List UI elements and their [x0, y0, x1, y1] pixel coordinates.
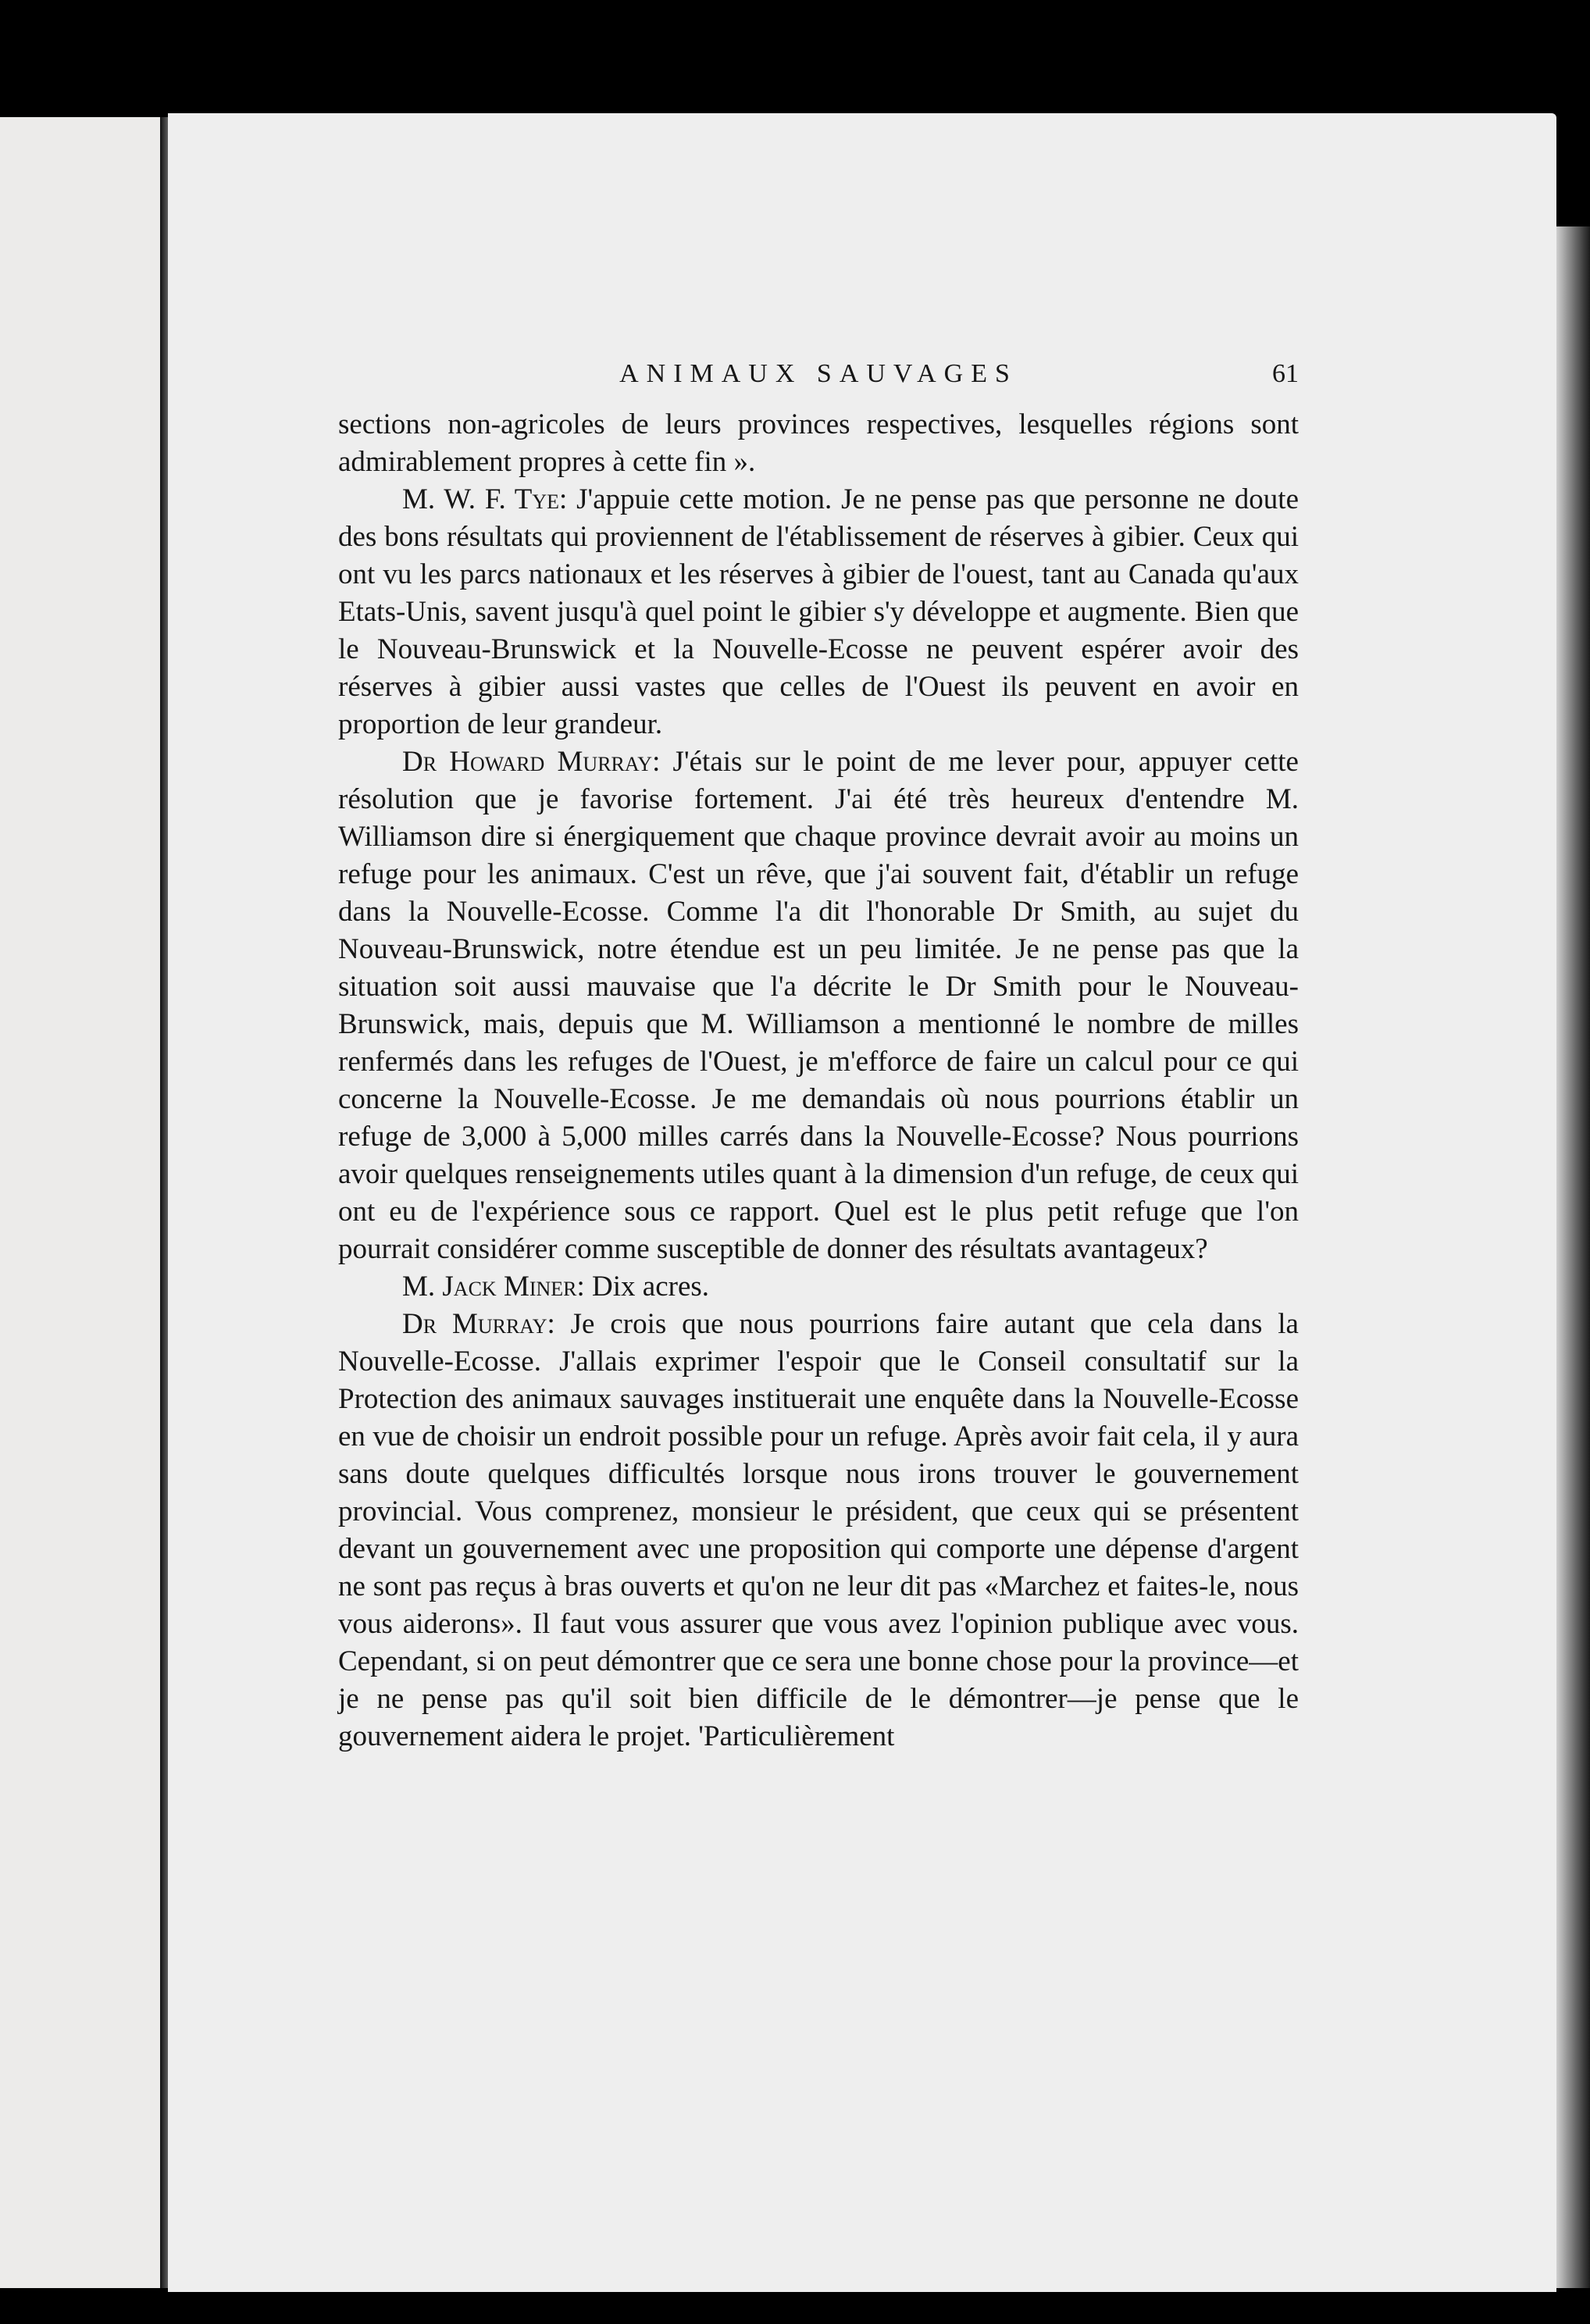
speaker-name: M. W. F. Tye:: [402, 483, 568, 515]
speaker-name: Dr Murray:: [402, 1308, 555, 1340]
paragraph-text: Je crois que nous pourrions faire autant que cela dans la Nouvelle-Ecosse. J'allais exprimer l'espoir que le Conseil consultatif sur la Protection des animaux sauvages instituerait une enquête dans la Nouvelle-Ecosse en vue de choisir un endroit possible pour un refuge. Après avoir fait cela, il y aura sans doute quelques difficultés lorsque nous irons trouver le gouvernement provincial. Vous comprenez, monsieur le président, que ceux qui se présentent devant un gouvernement avec une proposition qui comporte une dépense d'argent ne sont pas reçus à bras ouverts et qu'on ne leur dit pas «Marchez et faites-le, nous vous aiderons». Il faut vous assurer que vous avez l'opinion publique avec vous. Cependant, si on peut démontrer que ce sera une bonne chose pour la province—et je ne pense pas qu'il soit bien difficile de le démontrer—je pense que le gouvernement aidera le projet. 'Particulièrement: [338, 1308, 1299, 1752]
paragraph-text: J'étais sur le point de me lever pour, appuyer cette résolution que je favorise fortement. J'ai été très heureux d'entendre M. Williamson dire si énergiquement que chaque province devrait avoir au moins un refuge pour les animaux. C'est un rêve, que j'ai souvent fait, d'établir un refuge dans la Nouvelle-Ecosse. Comme l'a dit l'honorable Dr Smith, au sujet du Nouveau-Brunswick, notre étendue est un peu limitée. Je ne pense pas que la situation soit aussi mauvaise que l'a décrite le Dr Smith pour le Nouveau-Brunswick, mais, depuis que M. Williamson a mentionné le nombre de milles renfermés dans les refuges de l'Ouest, je m'efforce de faire un calcul pour ce qui concerne la Nouvelle-Ecosse. Je me demandais où nous pourrions établir un refuge de 3,000 à 5,000 milles carrés dans la Nouvelle-Ecosse? Nous pourrions avoir quelques renseignements utiles quant à la dimension d'un refuge, de ceux qui ont eu de l'expérience sous ce rapport. Quel est le plus petit refuge que l'on pourrait considérer comme susceptible de donner des résultats avantageux?: [338, 746, 1299, 1265]
paragraph-text: Dix acres.: [584, 1271, 710, 1303]
running-head-title: ANIMAUX SAUVAGES: [619, 359, 1018, 388]
page-text: [338, 359, 1299, 1755]
page-number: 61: [1272, 359, 1299, 388]
page-edge-shadow: [1556, 226, 1590, 2288]
paragraph-tye: [338, 481, 1299, 743]
paragraph-jack-miner: [338, 1268, 1299, 1306]
facing-page-edge: [0, 117, 168, 2288]
speaker-name: M. Jack Miner:: [402, 1271, 585, 1303]
paragraph-continuation: [338, 406, 1299, 481]
paragraph-howard-murray: [338, 743, 1299, 1268]
paragraph-text: sections non-agricoles de leurs provinces respectives, lesquelles régions sont admirablement propres à cette fin ».: [338, 408, 1299, 478]
paragraph-text: J'appuie cette motion. Je ne pense pas que personne ne doute des bons résultats qui proviennent de l'établissement de réserves à gibier. Ceux qui ont vu les parcs nationaux et les réserves à gibier de l'ouest, tant au Canada qu'aux Etats-Unis, savent jusqu'à quel point le gibier s'y développe et augmente. Bien que le Nouveau-Brunswick et la Nouvelle-Ecosse ne peuvent espérer avoir des réserves à gibier aussi vastes que celles de l'Ouest ils peuvent en avoir en proportion de leur grandeur.: [338, 483, 1299, 740]
running-head: [338, 359, 1299, 406]
paragraph-murray: [338, 1306, 1299, 1755]
speaker-name: Dr Howard Murray:: [402, 746, 661, 778]
